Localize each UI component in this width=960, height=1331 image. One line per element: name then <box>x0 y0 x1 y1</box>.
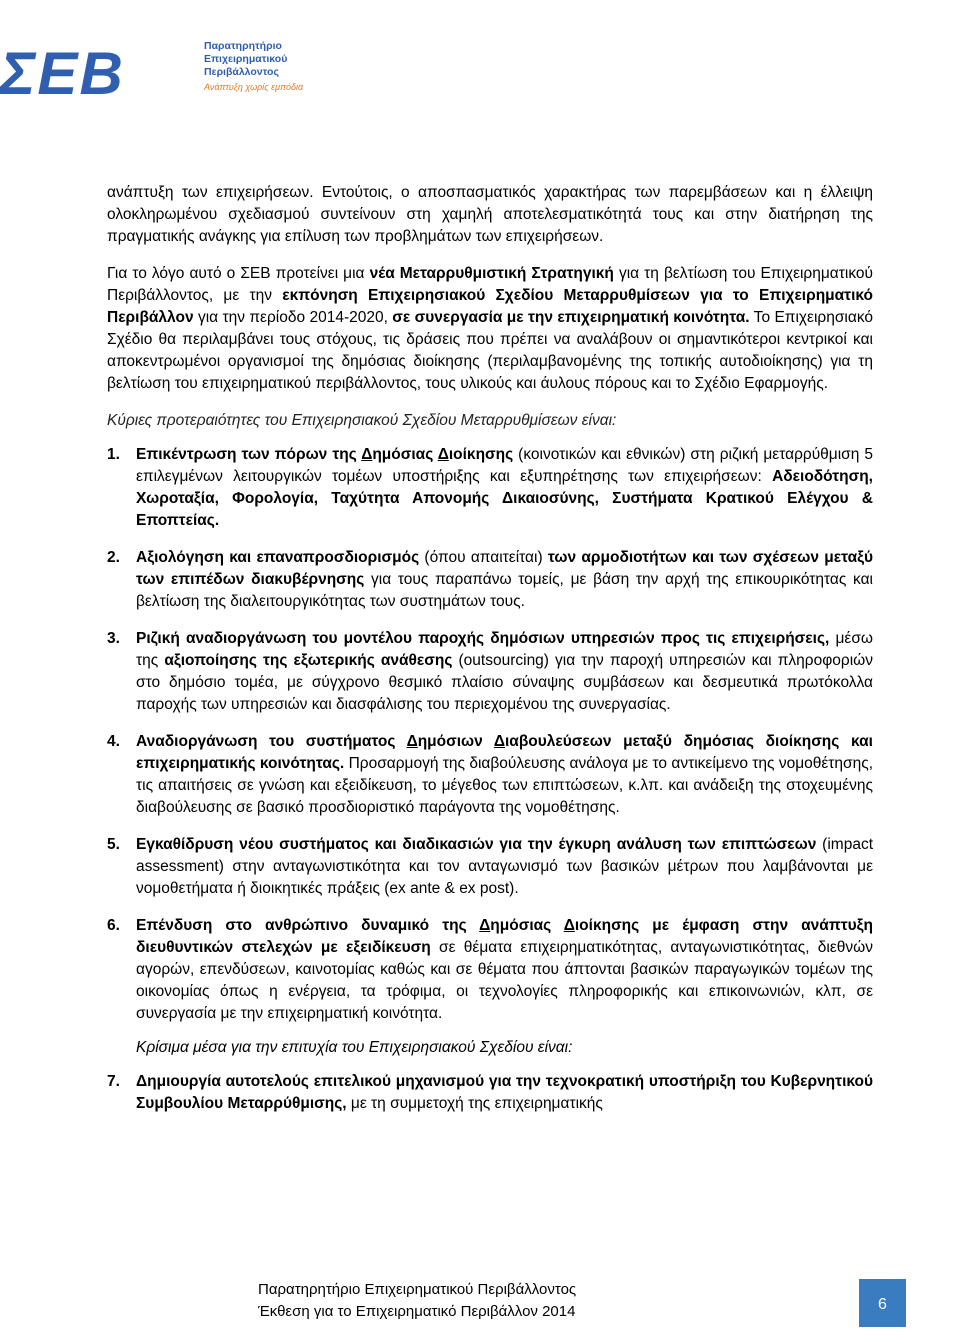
bold-text: νέα Μεταρρυθμιστική Στρατηγική <box>369 265 614 282</box>
text: Το Επιχειρησιακό Σχέδιο θα περιλαμβάνει τους στόχους, τις δράσεις που πρέπει να αναλάβουν οι σημαντικότεροι κεντρικοί και αποκεντρωμένοι οργανισμοί της δημόσιας διοίκησης (περιλαμβανομένης της τοπικής αυτοδιοίκησης) για τη βελτίωση του επιχειρηματικού περιβάλλοντος, τους υλικούς και άυλους πόρους και το Σχέδιο Εφαρμογής. <box>107 309 873 392</box>
bold-text: εκπόνηση Επιχειρησιακού Σχεδίου Μεταρρυθμίσεων για το Επιχειρηματικό Περιβάλλον <box>107 287 873 326</box>
footer-line-1: Παρατηρητήριο Επιχειρηματικού Περιβάλλοντος <box>258 1281 577 1298</box>
item-number: 3. <box>107 630 120 647</box>
document-body <box>107 182 873 1115</box>
seb-logo <box>0 0 304 110</box>
logo-acronym: ΣΕΒ <box>0 40 125 107</box>
page-number: 6 <box>859 1279 906 1327</box>
text: (impact assessment) στην ανταγωνιστικότητα και τον ανταγωνισμό των βασικών μέτρων που λαμβάνονται με νομοθετήματα ή διοικητικές πράξεις (ex ante & ex post). <box>136 836 873 897</box>
text: Προσαρμογή της διαβούλευσης ανάλογα με το αντικείμενο της νομοθέτησης, τις απαιτήσεις σε γνώση και εξειδίκευση, το μέγεθος των επιπτώσεων, κ.λπ. και ανάδειξη της στοχευμένης διαβούλευσης σε βασικό προσδιοριστικό παράγοντα της νομοθέτησης. <box>136 755 873 816</box>
item-number: 2. <box>107 549 120 566</box>
underlined-letter: Δ <box>437 446 449 463</box>
bold-text: ιαβουλεύσεων μεταξύ δημόσιας διοίκησης και επιχειρηματικής κοινότητας. <box>136 733 873 772</box>
bold-text: Επικέντρωση των πόρων της <box>136 446 362 463</box>
priorities-list <box>107 444 873 1025</box>
list-item <box>107 444 873 532</box>
item-number: 7. <box>107 1073 120 1090</box>
underlined-letter: Δ <box>479 917 491 934</box>
text: για την περίοδο 2014-2020, <box>193 309 393 326</box>
underlined-letter: Δ <box>563 917 575 934</box>
text: μέσω της <box>136 630 873 669</box>
bold-text: αξιοποίησης της εξωτερικής ανάθεσης <box>164 652 453 669</box>
bold-text: Ριζική αναδιοργάνωση του μοντέλου παροχής δημόσιων υπηρεσιών προς τις επιχειρήσεις, <box>136 630 830 647</box>
logo-line-2: Επιχειρηματικού <box>204 53 288 65</box>
criteria-list <box>107 1071 873 1115</box>
bold-text: Αναδιοργάνωση του συστήματος <box>136 733 407 750</box>
bold-text: ιοίκησης <box>448 446 514 463</box>
paragraph-intro: ανάπτυξη των επιχειρήσεων. Εντούτοις, ο αποσπασματικός χαρακτήρας των παρεμβάσεων και η έλλειψη ολοκληρωμένου σχεδιασμού συντείνουν στη χαμηλή αποτελεσματικότητά τους και στην διατήρηση της πραγματικής ανάγκης για επίλυση των προβλημάτων των επιχειρήσεων. <box>107 184 873 245</box>
bold-text: ημόσιας <box>372 446 438 463</box>
list-item <box>107 915 873 1025</box>
item-number: 4. <box>107 733 120 750</box>
priorities-heading: Κύριες προτεραιότητες του Επιχειρησιακού Σχεδίου Μεταρρυθμίσεων είναι: <box>107 412 617 429</box>
paragraph-strategy <box>107 263 873 395</box>
text: για τη βελτίωση του Επιχειρηματικού Περιβάλλοντος, με την <box>107 265 873 304</box>
text: για τους παραπάνω τομείς, με βάση την αρχή της επικουρικότητας και βελτίωση της διαλειτουργικότητας των συστημάτων τους. <box>136 571 873 610</box>
bold-text: ημόσιας <box>490 917 564 934</box>
text: (outsourcing) για την παροχή υπηρεσιών και πληροφοριών στο δημόσιο τομέα, με σύγχρονο θεσμικό πλαίσιο σύναψης συμβάσεων και δεσμευτικά πρωτόκολλα παροχής των υπηρεσιών και διασφάλισης του περιεχομένου της συνεργασίας. <box>136 652 873 713</box>
logo-tagline: Ανάπτυξη χωρίς εμπόδια <box>204 82 304 92</box>
underlined-letter: Δ <box>361 446 373 463</box>
logo-text <box>204 40 304 93</box>
criteria-heading: Κρίσιμα μέσα για την επιτυχία του Επιχειρησιακού Σχεδίου είναι: <box>136 1039 573 1056</box>
text: σε θέματα επιχειρηματικότητας, ανταγωνιστικότητας, διεθνών αγορών, επενδύσεων, καινοτομίας καθώς και σε θέματα που άπτονται βασικών παραγωγικών τομέων της οικονομίας όπως η ενέργεια, τα τρόφιμα, οι τεχνολογίες πληροφορικής και επικοινωνιών, κλπ, σε συνεργασία με την επιχειρηματική κοινότητα. <box>136 939 873 1022</box>
footer-line-2: Έκθεση για το Επιχειρηματικό Περιβάλλον 2014 <box>258 1303 576 1320</box>
list-item <box>107 731 873 819</box>
bold-text: σε συνεργασία με την επιχειρηματική κοινότητα. <box>392 309 750 326</box>
text: Για το λόγο αυτό ο ΣΕΒ προτείνει μια <box>107 265 370 282</box>
item-number: 6. <box>107 917 120 934</box>
page-footer <box>258 1279 576 1323</box>
bold-text: Αξιολόγηση και επαναπροσδιορισμός <box>136 549 420 566</box>
underlined-letter: Δ <box>493 733 505 750</box>
item-number: 5. <box>107 836 120 853</box>
bold-text: Επένδυση στο ανθρώπινο δυναμικό της <box>136 917 480 934</box>
item-number: 1. <box>107 446 120 463</box>
bold-text: ημόσιων <box>417 733 494 750</box>
text: (όπου απαιτείται) <box>419 549 548 566</box>
list-item <box>107 1071 873 1115</box>
bold-text: των αρμοδιοτήτων και των σχέσεων μεταξύ των επιπέδων διακυβέρνησης <box>136 549 874 588</box>
bold-text: Εγκαθίδρυση νέου συστήματος και διαδικασιών για την έγκυρη ανάλυση των επιπτώσεων <box>136 836 817 853</box>
bold-text: Δημιουργία αυτοτελούς επιτελικού μηχανισμού για την τεχνοκρατική υποστήριξη του Κυβερνητικού Συμβουλίου Μεταρρύθμισης, <box>136 1073 873 1112</box>
logo-line-1: Παρατηρητήριο <box>204 40 282 52</box>
list-item <box>107 547 873 613</box>
underlined-letter: Δ <box>406 733 418 750</box>
list-item <box>107 628 873 716</box>
bold-text: ιοίκησης με έμφαση στην ανάπτυξη διευθυντικών στελεχών με εξειδίκευση <box>136 917 873 956</box>
list-item <box>107 834 873 900</box>
bold-text: Αδειοδότηση, Χωροταξία, Φορολογία, Ταχύτητα Απονομής Δικαιοσύνης, Συστήματα Κρατικού Ελέγχου & Εποπτείας. <box>136 468 873 529</box>
text: με τη συμμετοχή της επιχειρηματικής <box>346 1095 603 1112</box>
logo-line-3: Περιβάλλοντος <box>204 66 279 78</box>
text: (κοινοτικών και εθνικών) στη ριζική μεταρρύθμιση 5 επιλεγμένων λειτουργικών τομέων υποστήριξης και εξυπηρέτησης των επιχειρήσεων: <box>136 446 873 485</box>
